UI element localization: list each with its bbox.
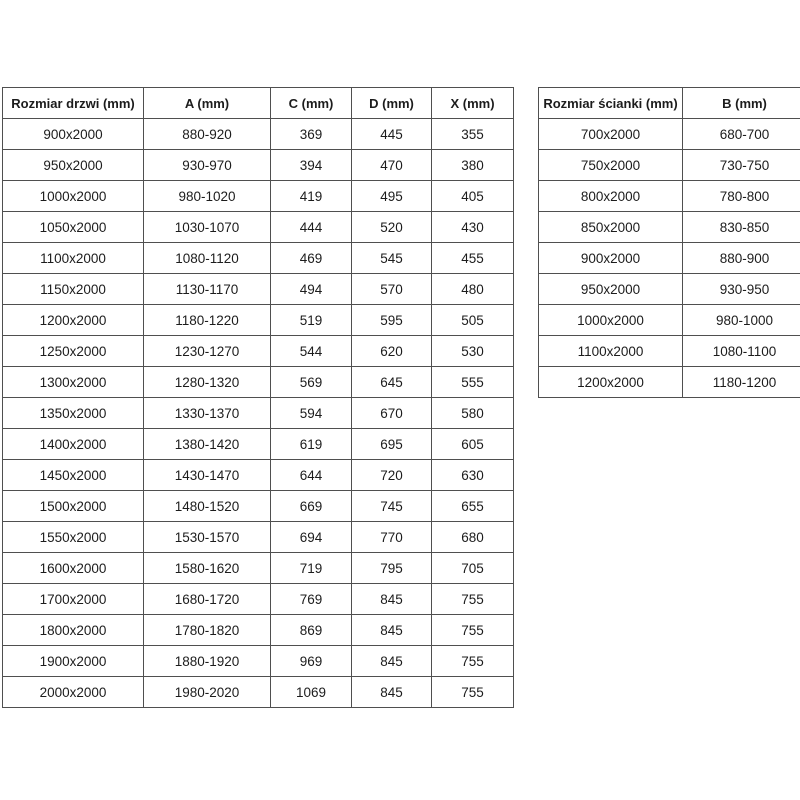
cell: 569: [271, 367, 352, 398]
cell: 1100x2000: [539, 336, 683, 367]
cell: 1280-1320: [144, 367, 271, 398]
cell: 630: [432, 460, 514, 491]
cell: 355: [432, 119, 514, 150]
cell: 695: [352, 429, 432, 460]
cell: 570: [352, 274, 432, 305]
cell: 900x2000: [3, 119, 144, 150]
cell: 845: [352, 584, 432, 615]
cell: 1330-1370: [144, 398, 271, 429]
cell: 605: [432, 429, 514, 460]
cell: 845: [352, 615, 432, 646]
cell: 800x2000: [539, 181, 683, 212]
cell: 1030-1070: [144, 212, 271, 243]
cell: 1230-1270: [144, 336, 271, 367]
table-row: [3, 274, 514, 305]
cell: 444: [271, 212, 352, 243]
cell: 880-920: [144, 119, 271, 150]
cell: 1080-1120: [144, 243, 271, 274]
cell: 700x2000: [539, 119, 683, 150]
cell: 544: [271, 336, 352, 367]
cell: 430: [432, 212, 514, 243]
table-row: [539, 119, 800, 150]
cell: 769: [271, 584, 352, 615]
cell: 469: [271, 243, 352, 274]
door-sizes-table: [2, 87, 514, 708]
cell: 620: [352, 336, 432, 367]
cell: 1080-1100: [683, 336, 800, 367]
cell: 755: [432, 646, 514, 677]
cell: 2000x2000: [3, 677, 144, 708]
cell: 1980-2020: [144, 677, 271, 708]
cell: 705: [432, 553, 514, 584]
table-row: [539, 181, 800, 212]
cell: 1400x2000: [3, 429, 144, 460]
cell: 755: [432, 677, 514, 708]
cell: 930-970: [144, 150, 271, 181]
cell: 594: [271, 398, 352, 429]
cell: 1200x2000: [539, 367, 683, 398]
table-row: [539, 243, 800, 274]
cell: 1180-1200: [683, 367, 800, 398]
cell: 694: [271, 522, 352, 553]
cell: 755: [432, 615, 514, 646]
cell: 1350x2000: [3, 398, 144, 429]
cell: 455: [432, 243, 514, 274]
cell: 595: [352, 305, 432, 336]
cell: 495: [352, 181, 432, 212]
cell: 680-700: [683, 119, 800, 150]
cell: 869: [271, 615, 352, 646]
table-row: [3, 181, 514, 212]
cell: 830-850: [683, 212, 800, 243]
table-row: [3, 522, 514, 553]
cell: 845: [352, 677, 432, 708]
table-row: [539, 150, 800, 181]
column-header: X (mm): [432, 88, 514, 119]
header-row: [539, 88, 800, 119]
cell: 980-1020: [144, 181, 271, 212]
table-row: [3, 305, 514, 336]
column-header: Rozmiar drzwi (mm): [3, 88, 144, 119]
cell: 405: [432, 181, 514, 212]
cell: 1900x2000: [3, 646, 144, 677]
cell: 1700x2000: [3, 584, 144, 615]
cell: 1450x2000: [3, 460, 144, 491]
table-row: [3, 646, 514, 677]
cell: 1380-1420: [144, 429, 271, 460]
table-row: [3, 584, 514, 615]
cell: 494: [271, 274, 352, 305]
cell: 1880-1920: [144, 646, 271, 677]
cell: 1530-1570: [144, 522, 271, 553]
cell: 394: [271, 150, 352, 181]
cell: 545: [352, 243, 432, 274]
table-row: [3, 615, 514, 646]
wall-panel-sizes-table: [538, 87, 800, 398]
table-row: [539, 274, 800, 305]
cell: 880-900: [683, 243, 800, 274]
cell: 755: [432, 584, 514, 615]
cell: 644: [271, 460, 352, 491]
cell: 445: [352, 119, 432, 150]
column-header: Rozmiar ścianki (mm): [539, 88, 683, 119]
cell: 1100x2000: [3, 243, 144, 274]
cell: 670: [352, 398, 432, 429]
cell: 770: [352, 522, 432, 553]
cell: 1000x2000: [3, 181, 144, 212]
table-row: [3, 150, 514, 181]
cell: 745: [352, 491, 432, 522]
column-header: B (mm): [683, 88, 800, 119]
cell: 780-800: [683, 181, 800, 212]
cell: 1550x2000: [3, 522, 144, 553]
header-row: [3, 88, 514, 119]
cell: 980-1000: [683, 305, 800, 336]
cell: 1180-1220: [144, 305, 271, 336]
cell: 470: [352, 150, 432, 181]
table-row: [3, 243, 514, 274]
cell: 580: [432, 398, 514, 429]
table-row: [539, 212, 800, 243]
cell: 1800x2000: [3, 615, 144, 646]
cell: 1600x2000: [3, 553, 144, 584]
cell: 1300x2000: [3, 367, 144, 398]
cell: 519: [271, 305, 352, 336]
table-row: [3, 553, 514, 584]
cell: 1480-1520: [144, 491, 271, 522]
cell: 1500x2000: [3, 491, 144, 522]
cell: 1780-1820: [144, 615, 271, 646]
cell: 845: [352, 646, 432, 677]
table-row: [3, 119, 514, 150]
cell: 1069: [271, 677, 352, 708]
cell: 720: [352, 460, 432, 491]
table-row: [3, 212, 514, 243]
table-row: [3, 460, 514, 491]
table-row: [3, 336, 514, 367]
cell: 480: [432, 274, 514, 305]
cell: 719: [271, 553, 352, 584]
cell: 505: [432, 305, 514, 336]
cell: 1250x2000: [3, 336, 144, 367]
cell: 930-950: [683, 274, 800, 305]
cell: 1050x2000: [3, 212, 144, 243]
cell: 530: [432, 336, 514, 367]
cell: 1200x2000: [3, 305, 144, 336]
table-row: [539, 367, 800, 398]
cell: 645: [352, 367, 432, 398]
table-row: [3, 429, 514, 460]
column-header: D (mm): [352, 88, 432, 119]
cell: 555: [432, 367, 514, 398]
cell: 950x2000: [3, 150, 144, 181]
cell: 1680-1720: [144, 584, 271, 615]
cell: 730-750: [683, 150, 800, 181]
table-row: [3, 491, 514, 522]
cell: 369: [271, 119, 352, 150]
cell: 1130-1170: [144, 274, 271, 305]
cell: 655: [432, 491, 514, 522]
cell: 969: [271, 646, 352, 677]
cell: 380: [432, 150, 514, 181]
cell: 619: [271, 429, 352, 460]
table-row: [539, 336, 800, 367]
cell: 669: [271, 491, 352, 522]
cell: 850x2000: [539, 212, 683, 243]
cell: 1150x2000: [3, 274, 144, 305]
cell: 520: [352, 212, 432, 243]
cell: 750x2000: [539, 150, 683, 181]
cell: 795: [352, 553, 432, 584]
cell: 950x2000: [539, 274, 683, 305]
cell: 1000x2000: [539, 305, 683, 336]
cell: 419: [271, 181, 352, 212]
table-row: [539, 305, 800, 336]
cell: 900x2000: [539, 243, 683, 274]
column-header: A (mm): [144, 88, 271, 119]
table-row: [3, 398, 514, 429]
cell: 680: [432, 522, 514, 553]
cell: 1430-1470: [144, 460, 271, 491]
table-row: [3, 367, 514, 398]
cell: 1580-1620: [144, 553, 271, 584]
column-header: C (mm): [271, 88, 352, 119]
table-row: [3, 677, 514, 708]
